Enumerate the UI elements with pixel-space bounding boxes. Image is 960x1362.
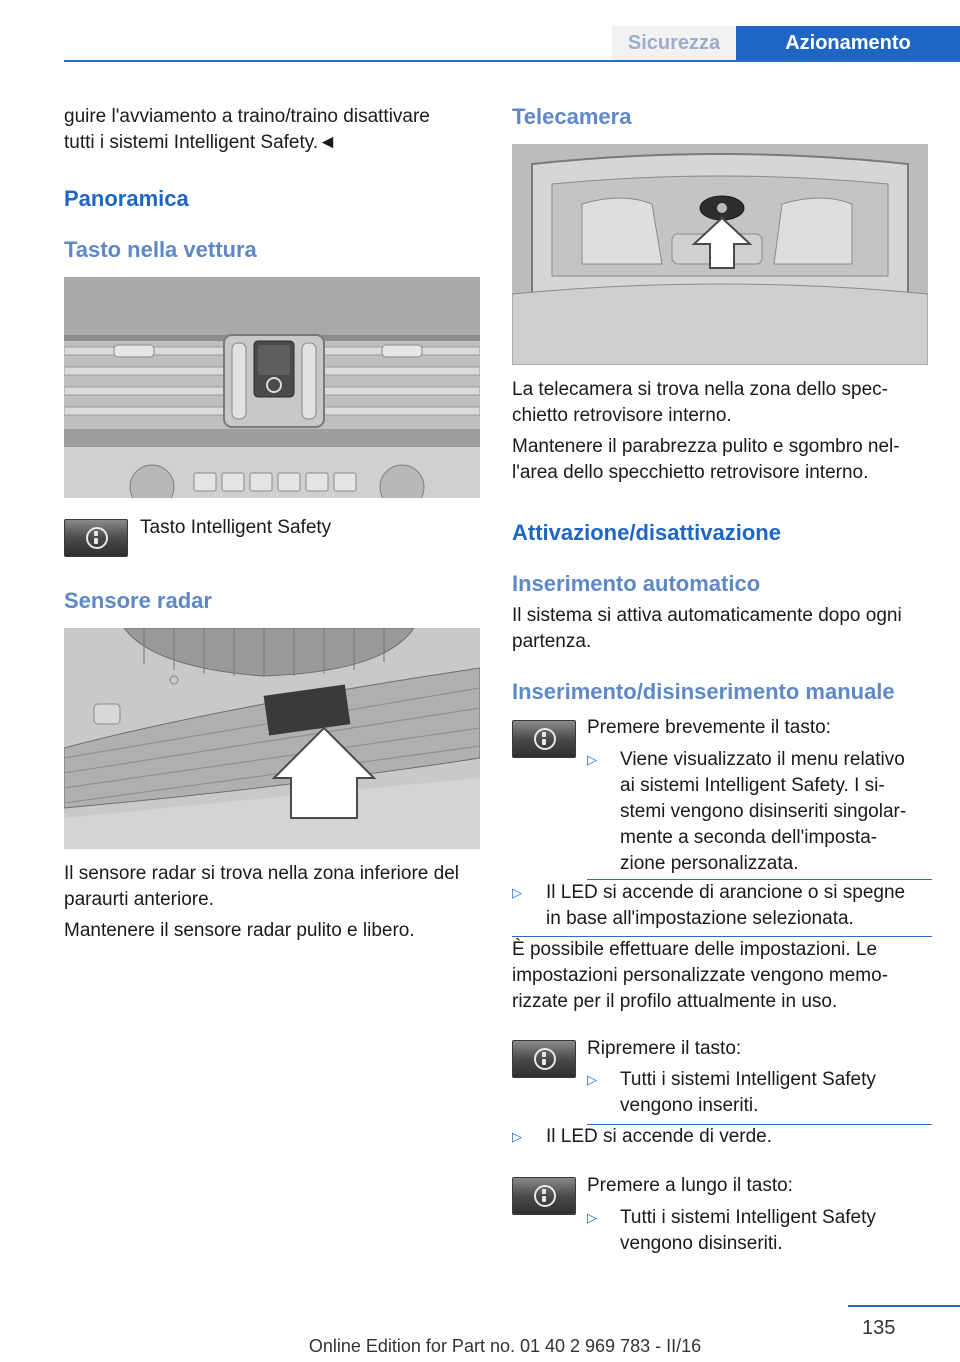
intelligent-safety-button-icon	[512, 1040, 576, 1078]
radar-paragraph-1	[64, 861, 459, 913]
button-caption: Tasto Intelligent Safety	[140, 517, 332, 538]
heading-attivazione: Attivazione/disattivazione	[512, 520, 781, 545]
list-line: Il LED si accende di arancione o si spegne	[546, 882, 906, 903]
radar-line: paraurti anteriore.	[64, 889, 214, 910]
bullet-triangle-icon: ▷	[587, 752, 597, 767]
intro-line: tutti i sistemi Intelligent Safety.◄	[64, 132, 337, 153]
radar-figure	[64, 628, 480, 849]
intelligent-safety-button-icon	[64, 519, 128, 557]
radar-illustration	[64, 628, 480, 849]
list-item-text	[546, 880, 905, 932]
bullet-triangle-icon: ▷	[512, 885, 522, 900]
settings-line: È possibile effettuare delle impostazioni. Le	[512, 939, 878, 960]
intelligent-safety-button-icon	[512, 1177, 576, 1215]
settings-line: rizzate per il profilo attualmente in uso.	[512, 991, 838, 1012]
intelligent-safety-icon	[86, 527, 108, 549]
footer-edition: Online Edition for Part no. 01 40 2 969 783 - II/16	[308, 1336, 702, 1356]
list-item-text: Il LED si accende di verde.	[546, 1126, 773, 1147]
list-line: vengono disinseriti.	[620, 1233, 783, 1254]
camera-line: chietto retrovisore interno.	[512, 405, 732, 426]
camera-paragraph-2	[512, 434, 900, 486]
intelligent-safety-icon	[534, 728, 556, 750]
camera-figure	[512, 144, 928, 365]
bullet-triangle-icon: ▷	[587, 1072, 597, 1087]
press-again-text: Ripremere il tasto:	[587, 1038, 742, 1059]
list-item-text	[620, 1205, 876, 1257]
footer-rule	[848, 1305, 960, 1307]
list-line: zione personalizzata.	[620, 853, 799, 874]
intro-line: guire l'avviamento a traino/traino disattivare	[64, 106, 430, 127]
list-line: Viene visualizzato il menu relativo	[620, 749, 905, 770]
intelligent-safety-icon	[534, 1048, 556, 1070]
settings-paragraph	[512, 937, 888, 1015]
page-number: 135	[862, 1317, 896, 1339]
intelligent-safety-button-icon	[512, 720, 576, 758]
header-tab-sicurezza: Sicurezza	[612, 26, 736, 60]
settings-line: impostazioni personalizzate vengono memo-	[512, 965, 888, 986]
header-rule	[64, 60, 960, 62]
heading-panoramica: Panoramica	[64, 186, 189, 211]
list-item-text	[620, 1067, 876, 1119]
subheading-auto: Inserimento automatico	[512, 571, 761, 596]
dashboard-figure	[64, 277, 480, 498]
list-line: Tutti i sistemi Intelligent Safety	[620, 1069, 876, 1090]
list-line: mente a seconda dell'imposta-	[620, 827, 878, 848]
bullet-triangle-icon: ▷	[512, 1129, 522, 1144]
intelligent-safety-icon	[534, 1185, 556, 1207]
camera-paragraph-1	[512, 377, 888, 429]
press-long-text: Premere a lungo il tasto:	[587, 1175, 793, 1196]
camera-illustration	[512, 144, 928, 365]
auto-line: partenza.	[512, 631, 592, 652]
bullet-triangle-icon: ▷	[587, 1210, 597, 1225]
subheading-tasto: Tasto nella vettura	[64, 237, 257, 262]
list-line: stemi vengono disinseriti singolar-	[620, 801, 907, 822]
auto-line: Il sistema si attiva automaticamente dopo ogni	[512, 605, 902, 626]
radar-paragraph-2: Mantenere il sensore radar pulito e libero.	[64, 920, 415, 941]
camera-line: Mantenere il parabrezza pulito e sgombro nel-	[512, 436, 900, 457]
list-line: vengono inseriti.	[620, 1095, 759, 1116]
header-tab-azionamento: Azionamento	[736, 26, 960, 62]
list-line: ai sistemi Intelligent Safety. I si-	[620, 775, 885, 796]
camera-line: La telecamera si trova nella zona dello spec-	[512, 379, 888, 400]
subheading-telecamera: Telecamera	[512, 104, 632, 129]
list-line: Tutti i sistemi Intelligent Safety	[620, 1207, 876, 1228]
auto-paragraph	[512, 603, 902, 655]
intro-text	[64, 104, 430, 156]
dashboard-illustration	[64, 277, 480, 498]
press-short-text: Premere brevemente il tasto:	[587, 717, 831, 738]
list-line: in base all'impostazione selezionata.	[546, 908, 854, 929]
radar-line: Il sensore radar si trova nella zona inferiore del	[64, 863, 459, 884]
subheading-radar: Sensore radar	[64, 588, 212, 613]
camera-line: l'area dello specchietto retrovisore interno.	[512, 462, 869, 483]
list-item-text	[620, 747, 906, 877]
subheading-manual: Inserimento/disinserimento manuale	[512, 679, 895, 704]
